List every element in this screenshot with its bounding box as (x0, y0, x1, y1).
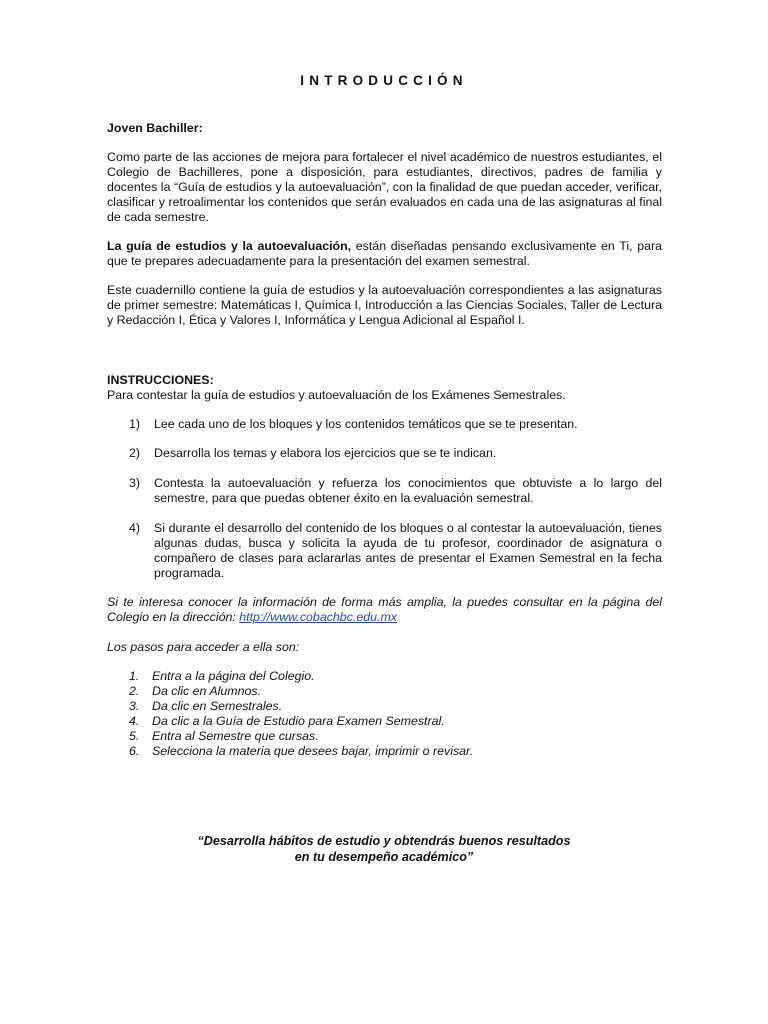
instructions-intro: Para contestar la guía de estudios y autoevaluación de los Exámenes Semestrales. (107, 388, 566, 402)
info-paragraph (107, 595, 662, 625)
instruction-number: 4) (129, 521, 141, 535)
info-text: Si te interesa conocer la información de forma más amplia, la puedes consultar en la página del Colegio en la dirección: (107, 595, 662, 624)
step-text: Da clic en Semestrales. (152, 699, 283, 713)
paragraph-contents: Este cuadernillo contiene la guía de estudios y la autoevaluación correspondientes a las asignaturas de primer semestre: Matemáticas I, Química I, Introducción a las Ciencias Sociales, Taller de Lectura y Redacción I, Ética y Valores I, Informática y Lengua Adicional al Español I. (107, 283, 662, 327)
step-number: 6. (129, 744, 140, 758)
step-text: Entra al Semestre que cursas. (152, 729, 319, 743)
quote-line-2: en tu desempeño académico” (294, 850, 474, 864)
instruction-number: 3) (129, 476, 141, 490)
step-number: 4. (129, 714, 140, 728)
paragraph-intro: Como parte de las acciones de mejora para fortalecer el nivel académico de nuestros estudiantes, el Colegio de Bachilleres, pone a disposición, para estudiantes, directivos, padres de familia y docentes la “Guía de estudios y la autoevaluación”, con la finalidad de que puedan acceder, verificar, clasificar y retroalimentar los contenidos que serán evaluados en cada una de las asignaturas al final de cada semestre. (107, 150, 662, 224)
quote-line-1: “Desarrolla hábitos de estudio y obtendrás buenos resultados (197, 834, 571, 848)
step-number: 1. (129, 669, 140, 683)
instruction-text: Si durante el desarrollo del contenido de los bloques o al contestar la autoevaluación, tienes algunas dudas, busca y solicita la ayuda de tu profesor, coordinador de asignatura o compañero de clases para aclararlas antes de presentar el Examen Semestral en la fecha programada. (154, 521, 662, 580)
instruction-text: Desarrolla los temas y elabora los ejercicios que se te indican. (154, 446, 497, 460)
step-text: Entra a la página del Colegio. (152, 669, 315, 683)
instruction-number: 2) (129, 446, 141, 460)
paragraph-guide (107, 239, 662, 269)
step-number: 3. (129, 699, 140, 713)
instruction-number: 1) (129, 417, 141, 431)
step-text: Da clic en Alumnos. (152, 684, 262, 698)
closing-quote (0, 833, 768, 865)
step-number: 2. (129, 684, 140, 698)
instruction-text: Lee cada uno de los bloques y los contenidos temáticos que se te presentan. (154, 417, 578, 431)
steps-intro: Los pasos para acceder a ella son: (107, 640, 300, 654)
paragraph-guide-rest: están diseñadas pensando exclusivamente en Ti, para que te prepares adecuadamente para la presentación del examen semestral. (107, 239, 662, 268)
page-title: INTRODUCCIÓN (300, 73, 468, 88)
paragraph-guide-bold: La guía de estudios y la autoevaluación, (107, 239, 352, 253)
step-text: Selecciona la materia que desees bajar, imprimir o revisar. (152, 744, 474, 758)
instructions-heading: INSTRUCCIONES: (107, 373, 214, 387)
instruction-text: Contesta la autoevaluación y refuerza los conocimientos que obtuviste a lo largo del semestre, para que puedas obtener éxito en la evaluación semestral. (154, 476, 662, 505)
step-text: Da clic a la Guía de Estudio para Examen Semestral. (152, 714, 445, 728)
step-number: 5. (129, 729, 140, 743)
greeting: Joven Bachiller: (107, 121, 203, 135)
website-link[interactable]: http://www.cobachbc.edu.mx (239, 610, 397, 624)
